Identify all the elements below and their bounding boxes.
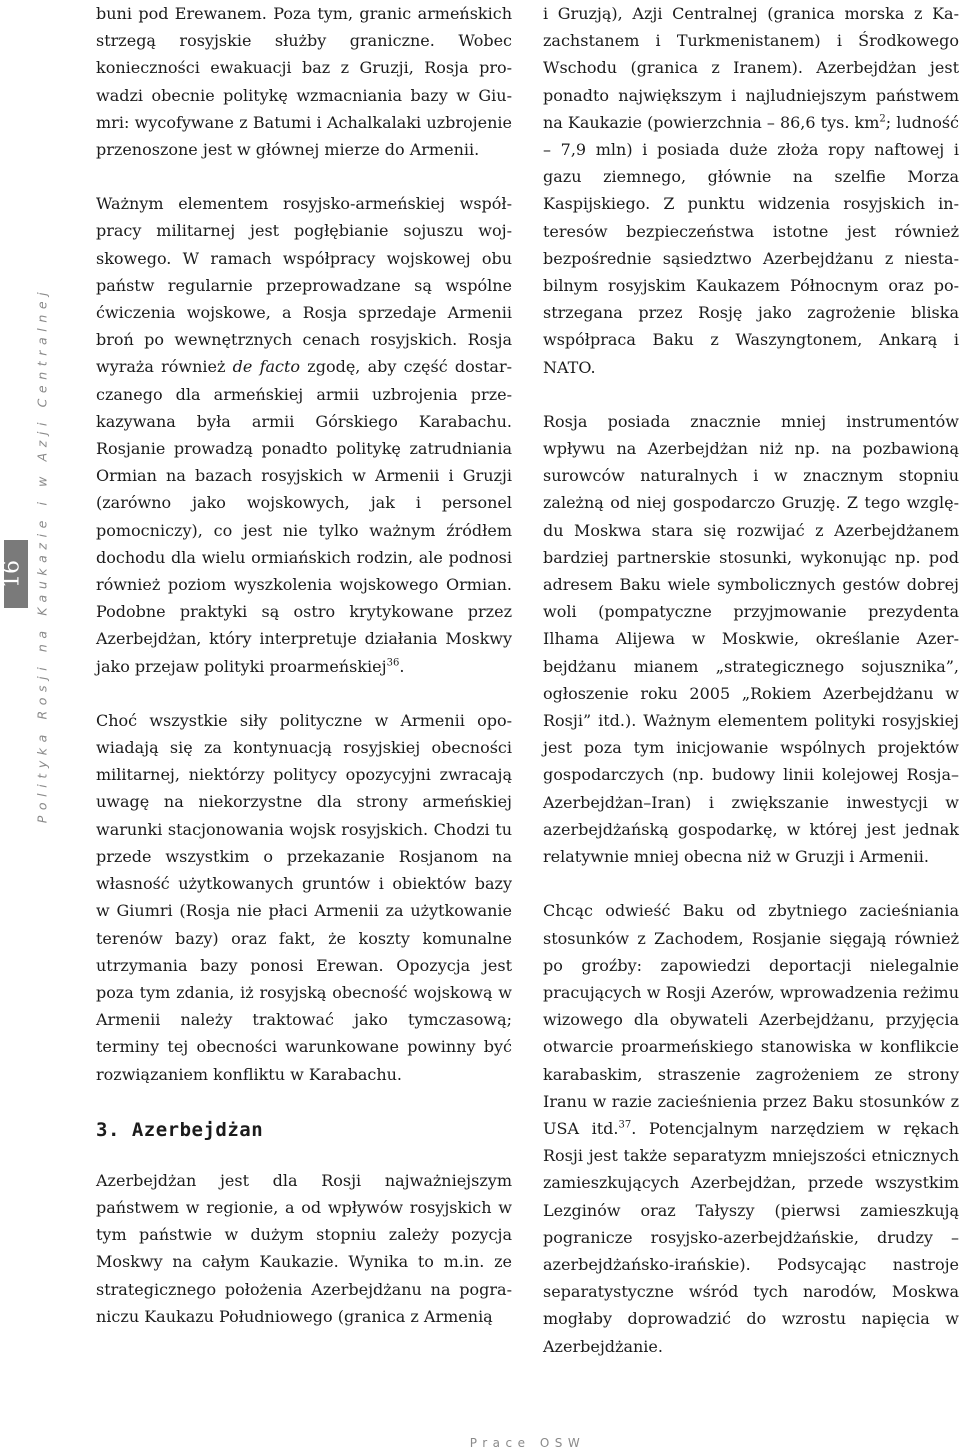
left-paragraph-2 xyxy=(96,190,512,680)
footnote-ref-37: 37 xyxy=(618,1119,632,1131)
running-title: Polityka Rosji na Kaukazie i w Azji Centralnej xyxy=(34,286,50,824)
page-margin-sidebar xyxy=(0,0,60,1449)
left-paragraph-1: buni pod Erewanem. Poza tym, granic armeńskich strzegą rosyjskie służby graniczne. Wobec konieczności ewakuacji baz z Gruzji, Rosja prowadzi obecnie politykę wzmacniania bazy w Giumri: wycofywane z Batumi i Achalkalaki uzbrojenie przenoszone jest w głównej mierze do Armenii. xyxy=(96,4,512,160)
left-paragraph-4: Azerbejdżan jest dla Rosji najważniejszym państwem w regionie, a od wpływów rosyjskich w tym państwie w dużym stopniu zależy pozycja Moskwy na całym Kaukazie. Wynika to m.in. ze strategicznego położenia Azerbejdżanu na pograniczu Kaukazu Południowego (granica z Armenią xyxy=(96,1170,512,1326)
section-heading: 3. Azerbejdżan xyxy=(96,1118,264,1141)
right-paragraph-3-text-a: Chcąc odwieść Baku od zbytniego zacieśniania stosunków z Zachodem, Rosjanie sięgają również po groźby: zapowiedzi deportacji nielegalnie pracujących w Rosji Azerów, wprowadzenia reżimu wizowego dla obywateli Azerbejdżanu, przyjęcia otwarcie proarmeńskiego stanowiska w konflikcie karabaskim, straszenie zagrożeniem ze strony Iranu w razie zacieśnienia przez Baku stosunków z USA itd. xyxy=(543,901,959,1138)
right-paragraph-1 xyxy=(543,0,959,381)
right-column xyxy=(543,0,959,1360)
right-paragraph-3 xyxy=(543,897,959,1359)
right-paragraph-1-text-b: ; ludność – 7,9 mln) i posiada duże złoża ropy naftowej i gazu ziemnego, głównie na szelfie Morza Kaspijskiego. Z punktu widzenia rosyjskich interesów bezpieczeństwa istotne jest również bezpośrednie sąsiedztwo Azerbejdżanu z niestabilnym rosyjskim Kaukazem Północnym oraz postrzegana przez Rosję jako zagrożenie bliska współpraca Baku z Waszyngtonem, Ankarą i NATO. xyxy=(543,112,959,377)
right-paragraph-3-text-b: . Potencjalnym narzędziem w rękach Rosji jest także separatyzm mniejszości etnicznych zamieszkujących Azerbejdżan, przede wszystkim Lezginów oraz Tałyszy (pierwsi zamieszkują pogranicze rosyjsko-azerbejdżańskie, drudzy – azerbejdżańsko-irańskie). Podsycając nastroje separatystyczne wśród tych narodów, Moskwa mogłaby doprowadzić do wzrostu napięcia w Azerbejdżanie. xyxy=(543,1118,959,1356)
footnote-ref-36: 36 xyxy=(386,657,400,669)
right-paragraph-2: Rosja posiada znacznie mniej instrumentów wpływu na Azerbejdżan niż np. na pozbawioną surowców naturalnych i w znacznym stopniu zależną od niej gospodarczo Gruzję. Z tego względu Moskwa stara się rozwijać z Azerbejdżanem bardziej partnerskie stosunki, wykonując np. pod adresem Baku wiele symbolicznych gestów dobrej woli (pompatyczne przyjmowanie prezydenta Ilhama Alijewa w Moskwie, określanie Azerbejdżanu mianem „strategicznego sojusznika”, ogłoszenie roku 2005 „Rokiem Azerbejdżanu w Rosji” itd.). Ważnym elementem polityki rosyjskiej jest poza tym inicjowanie wspólnych projektów gospodarczych (np. budowy linii kolejowej Rosja–Azerbejdżan–Iran) i zwiększanie inwestycji w azerbejdżańską gospodarkę, w której jest jednak relatywnie mniej obecna niż w Gruzji i Armenii. xyxy=(543,411,959,867)
left-paragraph-2-end: . xyxy=(399,656,405,676)
left-column xyxy=(96,0,512,1330)
left-paragraph-2-text-b: zgodę, aby część dostarczanego dla armeńskiej armii uzbrojenia przekazywana była armii Górskiego Karabachu. Rosjanie prowadzą ponadto politykę zatrudniania Ormian na bazach rosyjskich w Armenii i Gruzji (zarówno jako wojskowych, jak i personel pomocniczy), co jest nie tylko ważnym źródłem dochodu dla wielu ormiańskich rodzin, ale podnosi również poziom wyszkolenia wojskowego Ormian. Podobne praktyki są ostro krytykowane przez Azerbejdżan, który interpretuje działania Moskwy jako przejaw polityki proarmeńskiej xyxy=(96,357,513,676)
page-number: 16 xyxy=(0,560,25,588)
footer-label: Prace OSW xyxy=(469,1436,586,1450)
italic-phrase: de facto xyxy=(232,357,301,377)
right-paragraph-1-text-a: i Gruzją), Azji Centralnej (granica morska z Kazachstanem i Turkmenistanem) i Środkowego Wschodu (granica z Iranem). Azerbejdżan jest ponadto największym i najludniejszym państwem na Kaukazie (powierzchnia – 86,6 tys. km xyxy=(543,4,959,132)
left-paragraph-3: Choć wszystkie siły polityczne w Armenii opowiadają się za kontynuacją rosyjskiej obecności militarnej, niektórzy politycy opozycyjni zwracają uwagę na niekorzystne dla strony armeńskiej warunki stacjonowania wojsk rosyjskich. Chodzi tu przede wszystkim o przekazanie Rosjanom na własność użytkowanych gruntów i obiektów bazy w Giumri (Rosja nie płaci Armenii za użytkowanie terenów bazy) oraz fakt, że koszty komunalne utrzymania bazy ponosi Erewan. Opozycja jest poza tym zdania, iż rosyjską obecność wojskową w Armenii należy traktować jako tymczasową; terminy tej obecności warunkowane powinny być rozwiązaniem konfliktu w Karabachu. xyxy=(96,710,512,1084)
superscript-2: 2 xyxy=(879,113,886,125)
left-paragraph-2-text-a: Ważnym elementem rosyjsko-armeńskiej współpracy militarnej jest pogłębianie sojuszu wojskowego. W ramach współpracy wojskowej obu państw regularnie przeprowadzane są wspólne ćwiczenia wojskowe, a Rosja sprzedaje Armenii broń po wewnętrznych cenach rosyjskich. Rosja wyraża również xyxy=(96,194,512,377)
